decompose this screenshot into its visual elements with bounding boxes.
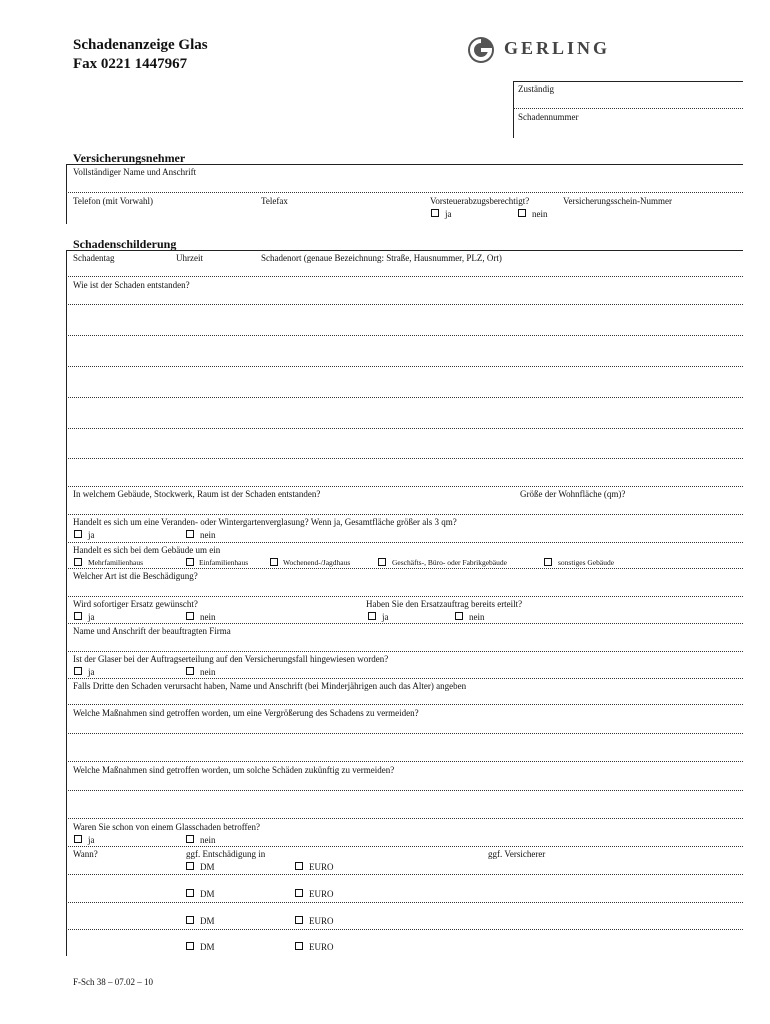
euro-label-1: EURO — [309, 862, 334, 872]
vorsteuer-ja-label: ja — [445, 209, 452, 219]
auftrag-nein-label: nein — [469, 612, 485, 622]
fax-number: Fax 0221 1447967 — [73, 56, 188, 72]
glaser-ja-checkbox[interactable] — [74, 667, 82, 675]
dm-checkbox-3[interactable] — [186, 916, 194, 924]
typ-mehrfamilienhaus-checkbox[interactable] — [74, 558, 82, 566]
typ-einfamilienhaus-label: Einfamilienhaus — [199, 558, 249, 567]
ersatz-nein-label: nein — [200, 612, 216, 622]
frueher-nein-label: nein — [200, 835, 216, 845]
schadenort-label: Schadenort (genaue Bezeichnung: Straße, Hausnummer, PLZ, Ort) — [261, 253, 502, 263]
firma-label: Name und Anschrift der beauftragten Firma — [73, 626, 231, 636]
dm-label-3: DM — [200, 916, 215, 926]
massnahmen-zukunft-label: Welche Maßnahmen sind getroffen worden, um solche Schäden zukünftig zu vermeiden? — [73, 765, 395, 775]
auftrag-nein-checkbox[interactable] — [455, 612, 463, 620]
gebaeude-typ-question: Handelt es sich bei dem Gebäude um ein — [73, 545, 221, 555]
brand-name: GERLING — [504, 38, 611, 58]
typ-wochenend-checkbox[interactable] — [270, 558, 278, 566]
frueher-nein-checkbox[interactable] — [186, 835, 194, 843]
section-schadenschilderung: Schadenschilderung — [73, 237, 177, 251]
typ-sonstiges-label: sonstiges Gebäude — [558, 558, 615, 567]
auftrag-ja-checkbox[interactable] — [368, 612, 376, 620]
name-anschrift-label: Vollständiger Name und Anschrift — [73, 167, 197, 177]
ersatz-question: Wird sofortiger Ersatz gewünscht? — [73, 599, 198, 609]
veranda-ja-checkbox[interactable] — [74, 530, 82, 538]
vs-nummer-label: Versicherungsschein-Nummer — [563, 196, 672, 206]
typ-wochenend-label: Wochenend-/Jagdhaus — [283, 558, 351, 567]
veranda-question: Handelt es sich um eine Veranden- oder Wintergartenverglasung? Wenn ja, Gesamtfläche größer als 3 qm? — [73, 517, 457, 527]
dm-label-2: DM — [200, 889, 215, 899]
telefon-label: Telefon (mit Vorwahl) — [73, 196, 154, 206]
ersatz-ja-label: ja — [88, 612, 95, 622]
vorsteuer-ja-checkbox[interactable] — [431, 209, 439, 217]
ersatz-ja-checkbox[interactable] — [74, 612, 82, 620]
typ-geschaeft-checkbox[interactable] — [378, 558, 386, 566]
versicherer-label: ggf. Versicherer — [488, 849, 546, 859]
ersatz-nein-checkbox[interactable] — [186, 612, 194, 620]
euro-checkbox-1[interactable] — [295, 862, 303, 870]
art-beschaedigung-label: Welcher Art ist die Beschädigung? — [73, 571, 198, 581]
vorsteuer-label: Vorsteuerabzugsberechtigt? — [430, 196, 530, 206]
euro-label-3: EURO — [309, 916, 334, 926]
frueher-ja-label: ja — [88, 835, 95, 845]
auftrag-ja-label: ja — [382, 612, 389, 622]
euro-checkbox-3[interactable] — [295, 916, 303, 924]
veranda-nein-checkbox[interactable] — [186, 530, 194, 538]
auftrag-question: Haben Sie den Ersatzauftrag bereits erteilt? — [366, 599, 523, 609]
glaser-question: Ist der Glaser bei der Auftragserteilung auf den Versicherungsfall hingewiesen worden? — [73, 654, 389, 664]
dm-checkbox-1[interactable] — [186, 862, 194, 870]
schadennummer-label: Schadennummer — [518, 112, 579, 122]
dritte-label: Falls Dritte den Schaden verursacht haben, Name und Anschrift (bei Minderjährigen auch das Alter) angeben — [73, 681, 467, 691]
telefax-label: Telefax — [261, 196, 288, 206]
dm-checkbox-2[interactable] — [186, 889, 194, 897]
wann-label: Wann? — [73, 849, 98, 859]
dm-checkbox-4[interactable] — [186, 942, 194, 950]
veranda-ja-label: ja — [88, 530, 95, 540]
vorsteuer-nein-checkbox[interactable] — [518, 209, 526, 217]
gerling-logo — [466, 34, 636, 66]
typ-geschaeft-label: Geschäfts-, Büro- oder Fabrikgebäude — [392, 558, 507, 567]
typ-mehrfamilienhaus-label: Mehrfamilienhaus — [88, 558, 143, 567]
frueher-question: Waren Sie schon von einem Glasschaden betroffen? — [73, 822, 261, 832]
massnahmen-vergroesserung-label: Welche Maßnahmen sind getroffen worden, um eine Vergrößerung des Schadens zu vermeiden? — [73, 708, 419, 718]
uhrzeit-label: Uhrzeit — [176, 253, 203, 263]
veranda-nein-label: nein — [200, 530, 216, 540]
glaser-ja-label: ja — [88, 667, 95, 677]
euro-label-4: EURO — [309, 942, 334, 952]
euro-label-2: EURO — [309, 889, 334, 899]
dm-label-1: DM — [200, 862, 215, 872]
dm-label-4: DM — [200, 942, 215, 952]
form-title: Schadenanzeige Glas — [73, 37, 208, 53]
euro-checkbox-4[interactable] — [295, 942, 303, 950]
typ-sonstiges-checkbox[interactable] — [544, 558, 552, 566]
wohnflaeche-label: Größe der Wohnfläche (qm)? — [520, 489, 626, 499]
schadentag-label: Schadentag — [73, 253, 115, 263]
typ-einfamilienhaus-checkbox[interactable] — [186, 558, 194, 566]
gebaeude-raum-label: In welchem Gebäude, Stockwerk, Raum ist der Schaden entstanden? — [73, 489, 321, 499]
frueher-ja-checkbox[interactable] — [74, 835, 82, 843]
glaser-nein-checkbox[interactable] — [186, 667, 194, 675]
glaser-nein-label: nein — [200, 667, 216, 677]
zustaendig-label: Zuständig — [518, 84, 554, 94]
form-code: F-Sch 38 – 07.02 – 10 — [73, 977, 154, 987]
gerling-logo-icon — [466, 35, 496, 65]
section-versicherungsnehmer: Versicherungsnehmer — [73, 151, 186, 165]
wie-entstanden-label: Wie ist der Schaden entstanden? — [73, 280, 190, 290]
euro-checkbox-2[interactable] — [295, 889, 303, 897]
entschaedigung-label: ggf. Entschädigung in — [186, 849, 266, 859]
vorsteuer-nein-label: nein — [532, 209, 548, 219]
